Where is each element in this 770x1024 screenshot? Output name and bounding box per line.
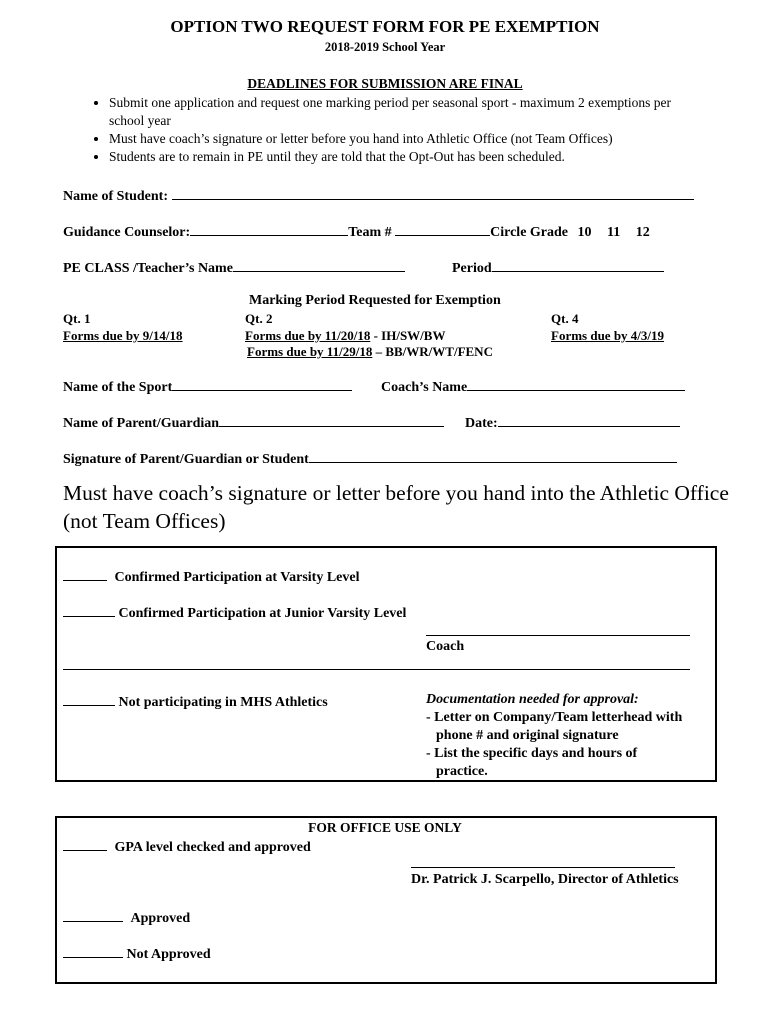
signature-field[interactable] xyxy=(309,449,677,463)
varsity-label: Confirmed Participation at Varsity Level xyxy=(114,570,360,585)
qt2-due-a: Forms due by 11/20/18 xyxy=(245,328,371,343)
deadline-heading: DEADLINES FOR SUBMISSION ARE FINAL xyxy=(247,76,523,91)
date-label: Date: xyxy=(465,416,498,431)
documentation-item: - Letter on Company/Team letterhead with xyxy=(426,710,683,725)
not-approved-row xyxy=(63,944,211,963)
signature-row xyxy=(63,449,677,468)
qt2-sports-a: - IH/SW/BW xyxy=(370,328,446,343)
approved-check-field[interactable] xyxy=(63,908,123,922)
qt2-label: Qt. 2 xyxy=(245,311,273,326)
qt1-due: Forms due by 9/14/18 xyxy=(63,328,183,343)
qt2-due-a-row xyxy=(245,328,445,344)
qt2-due-b-row xyxy=(247,344,493,360)
approved-row xyxy=(63,908,190,927)
period-label: Period xyxy=(452,261,492,276)
pe-class-row xyxy=(63,258,405,277)
pe-class-label: PE CLASS /Teacher’s Name xyxy=(63,261,233,276)
approved-label: Approved xyxy=(130,911,191,926)
coach-row xyxy=(381,377,685,396)
documentation-item: - List the specific days and hours of xyxy=(426,746,638,761)
jv-check-field[interactable] xyxy=(63,603,115,617)
coach-name-field[interactable] xyxy=(467,377,685,391)
marking-period-heading: Marking Period Requested for Exemption xyxy=(249,293,501,308)
documentation-heading: Documentation needed for approval: xyxy=(426,692,639,707)
student-name-field[interactable] xyxy=(172,186,694,200)
student-name-row xyxy=(63,186,694,205)
director-signature-line[interactable] xyxy=(411,867,675,868)
form-title: OPTION TWO REQUEST FORM FOR PE EXEMPTION xyxy=(170,17,600,36)
qt2-sports-b: – BB/WR/WT/FENC xyxy=(372,344,493,359)
qt1-label: Qt. 1 xyxy=(63,311,91,326)
gpa-row xyxy=(63,837,311,856)
qt4-due: Forms due by 4/3/19 xyxy=(551,328,665,343)
not-approved-check-field[interactable] xyxy=(63,944,123,958)
team-number-field[interactable] xyxy=(395,222,490,236)
jv-label: Confirmed Participation at Junior Varsity Level xyxy=(118,606,407,621)
gpa-check-field[interactable] xyxy=(63,837,107,851)
sport-row xyxy=(63,377,352,396)
not-participating-row xyxy=(63,692,328,711)
instruction-item: • Students are to remain in PE until they are told that the Opt-Out has been scheduled. xyxy=(109,148,709,166)
parent-row xyxy=(63,413,444,432)
instruction-item: • Must have coach’s signature or letter before you hand into Athletic Office (not Team Offices) xyxy=(109,130,709,148)
director-label: Dr. Patrick J. Scarpello, Director of Athletics xyxy=(411,872,679,887)
varsity-check-field[interactable] xyxy=(63,567,107,581)
qt2-due-b: Forms due by 11/29/18 xyxy=(247,344,373,359)
documentation-item: phone # and original signature xyxy=(436,728,619,743)
coach-name-label: Coach’s Name xyxy=(381,380,468,395)
sport-name-field[interactable] xyxy=(172,377,352,391)
signature-label: Signature of Parent/Guardian or Student xyxy=(63,452,309,467)
coach-label: Coach xyxy=(426,639,465,654)
student-name-label: Name of Student: xyxy=(63,189,168,204)
team-number-label: Team # xyxy=(348,225,392,240)
school-year: 2018-2019 School Year xyxy=(324,40,446,54)
coach-signature-line[interactable] xyxy=(426,635,690,636)
instructions-list xyxy=(87,94,709,166)
varsity-row xyxy=(63,567,359,586)
sport-name-label: Name of the Sport xyxy=(63,380,173,395)
period-row xyxy=(452,258,664,277)
date-row xyxy=(465,413,680,432)
not-participating-label: Not participating in MHS Athletics xyxy=(118,695,328,710)
grade-option-12[interactable]: 12 xyxy=(635,225,650,240)
coach-signature-notice: Must have coach’s signature or letter before you hand into the Athletic Office (not Team Offices) xyxy=(63,481,729,533)
instruction-item: • Submit one application and request one marking period per seasonal sport - maximum 2 exemptions per school year xyxy=(109,94,709,130)
gpa-label: GPA level checked and approved xyxy=(114,840,311,855)
not-participating-check-field[interactable] xyxy=(63,692,115,706)
coach-box-divider xyxy=(63,669,690,670)
grade-option-10[interactable]: 10 xyxy=(577,225,592,240)
jv-row xyxy=(63,603,406,622)
office-use-heading: FOR OFFICE USE ONLY xyxy=(308,820,462,835)
counselor-row xyxy=(63,222,650,241)
parent-name-label: Name of Parent/Guardian xyxy=(63,416,220,431)
qt4-label: Qt. 4 xyxy=(551,311,579,326)
period-field[interactable] xyxy=(492,258,664,272)
guidance-counselor-label: Guidance Counselor: xyxy=(63,225,191,240)
documentation-item: practice. xyxy=(436,764,488,779)
not-approved-label: Not Approved xyxy=(126,947,211,962)
grade-option-11[interactable]: 11 xyxy=(607,225,621,240)
pe-class-field[interactable] xyxy=(233,258,405,272)
parent-name-field[interactable] xyxy=(219,413,444,427)
date-field[interactable] xyxy=(498,413,680,427)
circle-grade-label: Circle Grade xyxy=(490,225,569,240)
guidance-counselor-field[interactable] xyxy=(190,222,348,236)
